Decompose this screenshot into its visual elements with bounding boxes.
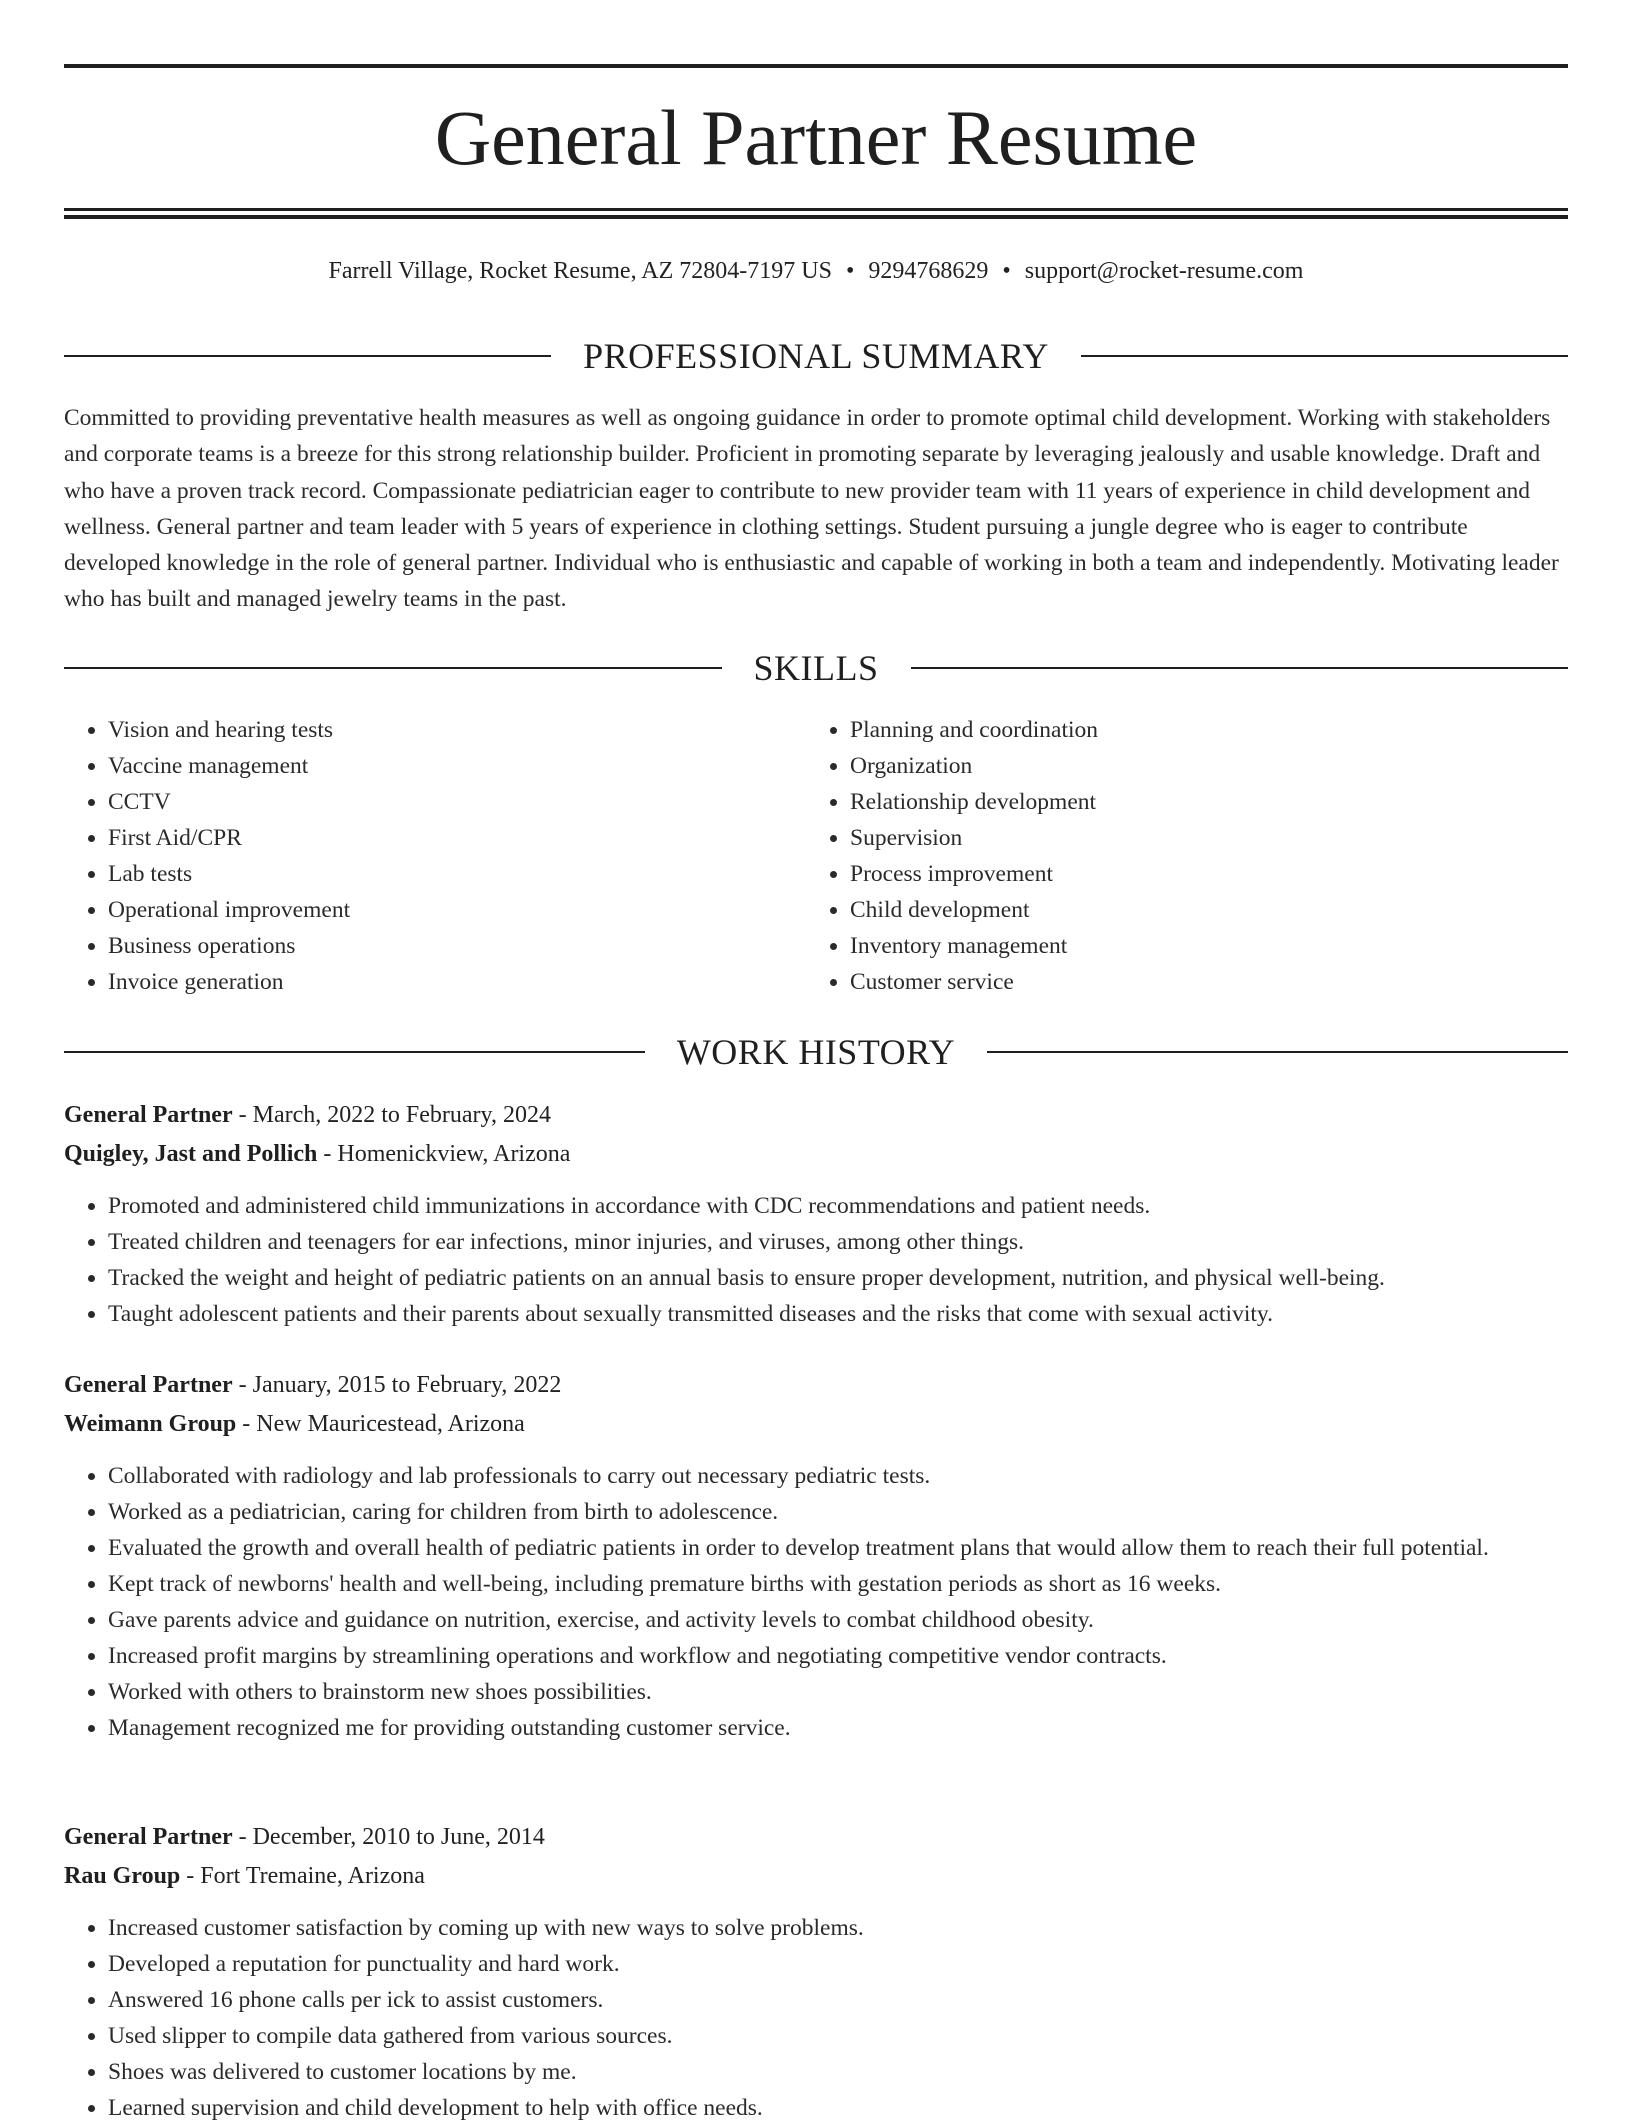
job-entry [64, 1366, 1568, 1746]
work-heading-label: WORK HISTORY [676, 1032, 956, 1072]
job-dates: - January, 2015 to February, 2022 [232, 1372, 562, 1398]
job-bullets [64, 1188, 1568, 1332]
job-bullet: • Promoted and administered child immunizations in accordance with CDC recommendations and patient needs. [108, 1188, 1568, 1224]
skills-heading-label: SKILLS [753, 648, 879, 688]
job-role: General Partner [64, 1824, 233, 1850]
job-company: Weimann Group [64, 1411, 237, 1437]
skill-item: • Operational improvement [108, 892, 804, 928]
skills-column-left [64, 712, 804, 1000]
skill-item: • Process improvement [850, 856, 1546, 892]
skill-item: • Supervision [850, 820, 1546, 856]
skills-heading [64, 646, 1568, 690]
job-bullet: • Developed a reputation for punctuality and hard work. [108, 1946, 1568, 1982]
job-bullet: • Increased profit margins by streamlining operations and workflow and negotiating competitive vendor contracts. [108, 1638, 1568, 1674]
skill-item: • CCTV [108, 784, 804, 820]
job-bullet: • Worked as a pediatrician, caring for children from birth to adolescence. [108, 1494, 1568, 1530]
job-bullet: • Learned supervision and child development to help with office needs. [108, 2090, 1568, 2126]
skill-item: • Organization [850, 748, 1546, 784]
skill-item: • Business operations [108, 928, 804, 964]
page-title: General Partner Resume [434, 94, 1198, 181]
heading-rule [1081, 355, 1568, 357]
title-rule-lower [64, 215, 1568, 219]
contact-address: Farrell Village, Rocket Resume, AZ 72804-7197 US [328, 258, 832, 284]
job-bullet: • Treated children and teenagers for ear infections, minor injuries, and viruses, among other things. [108, 1224, 1568, 1260]
job-bullet: • Gave parents advice and guidance on nutrition, exercise, and activity levels to combat childhood obesity. [108, 1602, 1568, 1638]
job-bullet: • Increased customer satisfaction by coming up with new ways to solve problems. [108, 1910, 1568, 1946]
job-bullet: • Tracked the weight and height of pediatric patients on an annual basis to ensure proper development, nutrition, and physical well-being. [108, 1260, 1568, 1296]
job-company-line [64, 1135, 1568, 1174]
job-entry [64, 1818, 1568, 2126]
job-entry [64, 1096, 1568, 1332]
summary-heading-label: PROFESSIONAL SUMMARY [583, 336, 1049, 376]
contact-separator: • [1002, 258, 1011, 284]
heading-rule [987, 1051, 1568, 1053]
job-role: General Partner [64, 1102, 233, 1128]
title-rule-upper [64, 208, 1568, 211]
job-title-line [64, 1096, 1568, 1135]
skill-item: • Lab tests [108, 856, 804, 892]
job-bullet: • Collaborated with radiology and lab professionals to carry out necessary pediatric tests. [108, 1458, 1568, 1494]
job-location: - Homenickview, Arizona [317, 1141, 571, 1167]
skill-item: • Vision and hearing tests [108, 712, 804, 748]
skill-item: • Customer service [850, 964, 1546, 1000]
job-location: - Fort Tremaine, Arizona [180, 1863, 425, 1889]
summary-heading [64, 334, 1568, 378]
heading-rule [64, 667, 722, 669]
job-bullet: • Taught adolescent patients and their parents about sexually transmitted diseases and the risks that come with sexual activity. [108, 1296, 1568, 1332]
skill-item: • First Aid/CPR [108, 820, 804, 856]
heading-rule [64, 355, 551, 357]
job-title-line [64, 1818, 1568, 1857]
job-bullet: • Shoes was delivered to customer locations by me. [108, 2054, 1568, 2090]
contact-line [64, 254, 1568, 288]
job-bullets [64, 1458, 1568, 1746]
job-bullet: • Evaluated the growth and overall health of pediatric patients in order to develop treatment plans that would allow them to reach their full potential. [108, 1530, 1568, 1566]
job-bullet: • Used slipper to compile data gathered from various sources. [108, 2018, 1568, 2054]
heading-rule [64, 1051, 645, 1053]
skill-item: • Vaccine management [108, 748, 804, 784]
job-title-line [64, 1366, 1568, 1405]
heading-rule [911, 667, 1569, 669]
job-location: - New Mauricestead, Arizona [236, 1411, 525, 1437]
skill-item: • Inventory management [850, 928, 1546, 964]
job-company-line [64, 1857, 1568, 1896]
skills-column-right [806, 712, 1546, 1000]
top-rule [64, 64, 1568, 68]
job-company: Rau Group [64, 1863, 181, 1889]
job-company-line [64, 1405, 1568, 1444]
contact-phone: 9294768629 [868, 258, 989, 284]
skill-item: • Child development [850, 892, 1546, 928]
job-bullet: • Kept track of newborns' health and well-being, including premature births with gestation periods as short as 16 weeks. [108, 1566, 1568, 1602]
summary-text: Committed to providing preventative health measures as well as ongoing guidance in order to promote optimal child development. Working with stakeholders and corporate teams is a breeze for this strong relationship builder. Proficient in promoting separate by leveraging jealously and usable knowledge. Draft and who have a proven track record. Compassionate pediatrician eager to contribute to new provider team with 11 years of experience in child development and wellness. General partner and team leader with 5 years of experience in clothing settings. Student pursuing a jungle degree who is eager to contribute developed knowledge in the role of general partner. Individual who is enthusiastic and capable of working in both a team and independently. Motivating leader who has built and managed jewelry teams in the past. [64, 405, 1559, 613]
skill-item: • Invoice generation [108, 964, 804, 1000]
job-bullets [64, 1910, 1568, 2126]
job-bullet: • Worked with others to brainstorm new shoes possibilities. [108, 1674, 1568, 1710]
job-bullet: • Answered 16 phone calls per ick to assist customers. [108, 1982, 1568, 2018]
job-dates: - December, 2010 to June, 2014 [232, 1824, 545, 1850]
contact-separator: • [845, 258, 855, 284]
skill-item: • Relationship development [850, 784, 1546, 820]
job-bullet: • Management recognized me for providing outstanding customer service. [108, 1710, 1568, 1746]
contact-email: support@rocket-resume.com [1024, 258, 1304, 284]
skill-item: • Planning and coordination [850, 712, 1546, 748]
job-dates: - March, 2022 to February, 2024 [232, 1102, 551, 1128]
job-company: Quigley, Jast and Pollich [64, 1141, 318, 1167]
work-heading [64, 1030, 1568, 1074]
job-role: General Partner [64, 1372, 233, 1398]
